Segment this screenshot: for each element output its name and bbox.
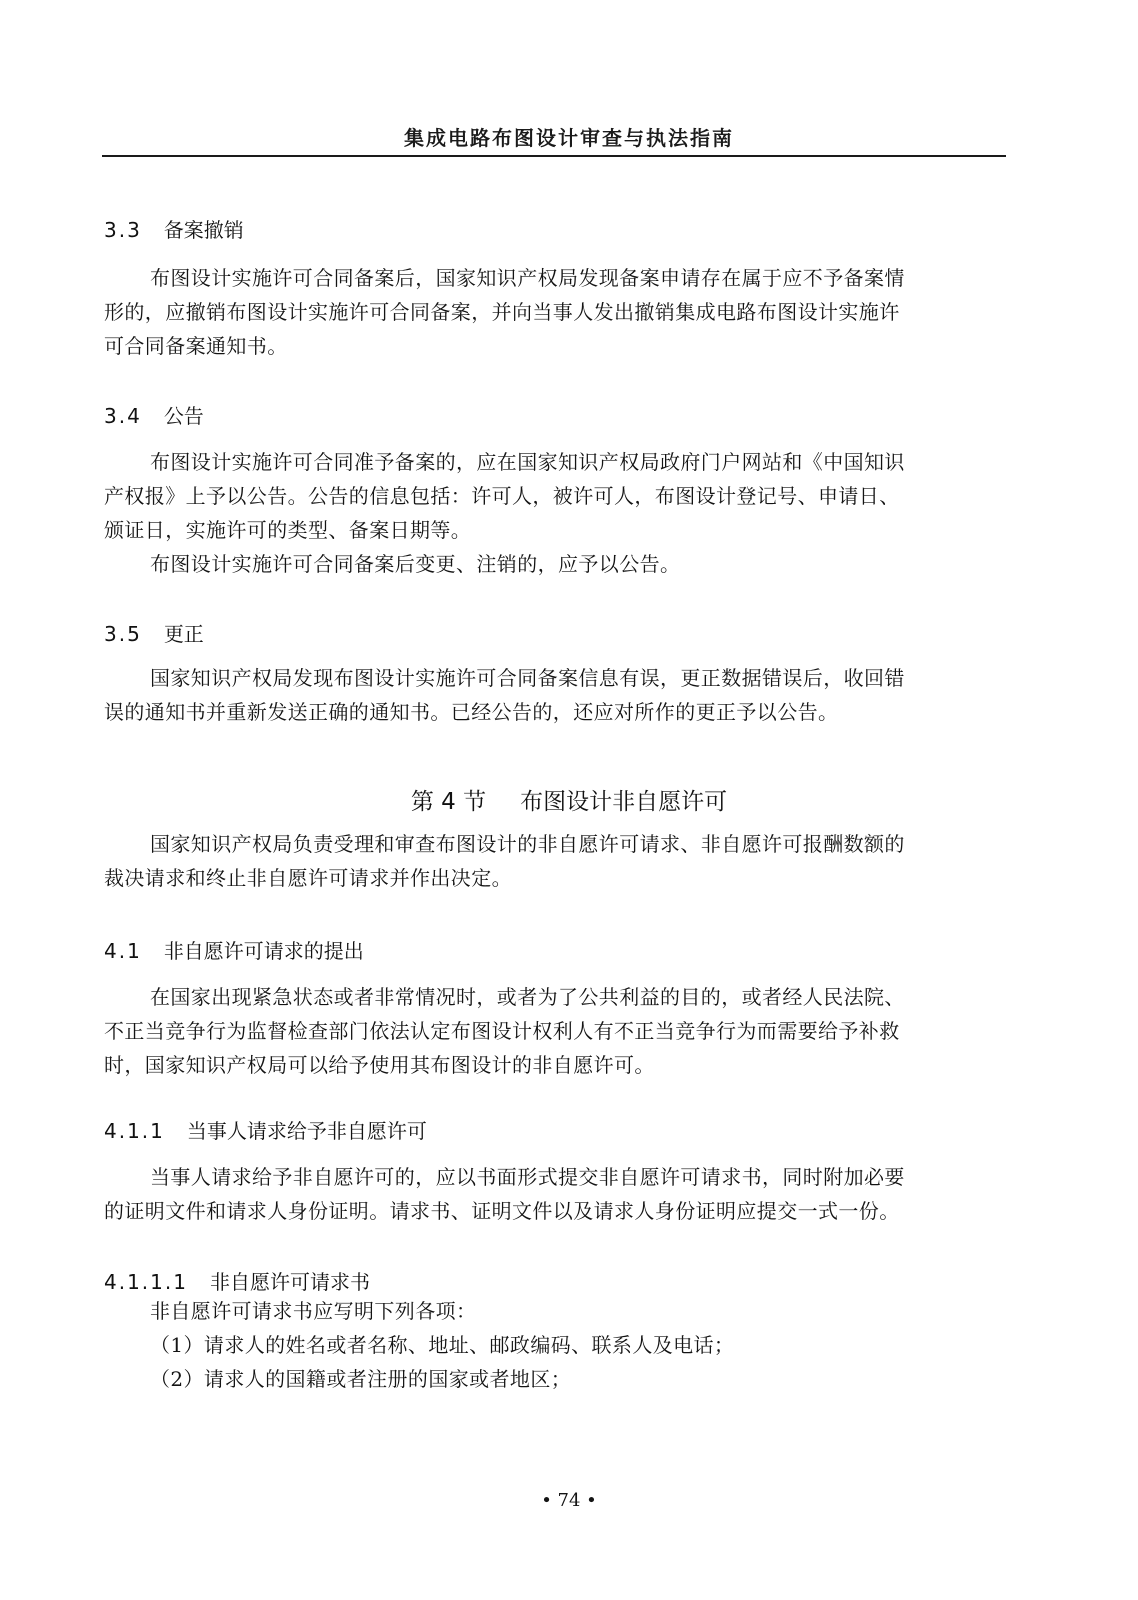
running-header: 集成电路布图设计审查与执法指南 bbox=[404, 126, 734, 150]
paragraph-3-5 bbox=[104, 661, 1004, 729]
heading-4-1-1 bbox=[104, 1115, 427, 1144]
text-line: 可合同备案通知书。 bbox=[104, 334, 288, 358]
heading-3-4 bbox=[104, 400, 204, 429]
heading-title: 非自愿许可请求的提出 bbox=[163, 939, 364, 963]
heading-4-1 bbox=[104, 935, 364, 964]
text-line: 形的，应撤销布图设计实施许可合同备案，并向当事人发出撤销集成电路布图设计实施许 bbox=[104, 300, 900, 324]
paragraph-section-4-intro bbox=[104, 827, 1004, 895]
text-line: 的证明文件和请求人身份证明。请求书、证明文件以及请求人身份证明应提交一式一份。 bbox=[104, 1199, 900, 1223]
paragraph-4-1-1 bbox=[104, 1160, 1004, 1228]
paragraph-3-4 bbox=[104, 445, 1004, 581]
heading-title: 更正 bbox=[163, 622, 204, 646]
text-line: 当事人请求给予非自愿许可的，应以书面形式提交非自愿许可请求书，同时附加必要 bbox=[150, 1165, 905, 1189]
heading-title: 备案撤销 bbox=[163, 218, 244, 242]
text-line: 时，国家知识产权局可以给予使用其布图设计的非自愿许可。 bbox=[104, 1053, 655, 1077]
heading-3-5 bbox=[104, 618, 204, 647]
text-line: 非自愿许可请求书应写明下列各项： bbox=[150, 1299, 477, 1323]
paragraph-3-3 bbox=[104, 261, 1004, 363]
heading-number: 3.4 bbox=[104, 404, 142, 428]
text-line: 布图设计实施许可合同备案后变更、注销的，应予以公告。 bbox=[150, 552, 681, 576]
text-line: 布图设计实施许可合同准予备案的，应在国家知识产权局政府门户网站和《中国知识 bbox=[150, 450, 905, 474]
text-line: 不正当竞争行为监督检查部门依法认定布图设计权利人有不正当竞争行为而需要给予补救 bbox=[104, 1019, 900, 1043]
heading-number: 4.1 bbox=[104, 939, 142, 963]
section-heading: 布图设计非自愿许可 bbox=[520, 789, 728, 815]
heading-number: 4.1.1 bbox=[104, 1119, 165, 1143]
text-line: 国家知识产权局负责受理和审查布图设计的非自愿许可请求、非自愿许可报酬数额的 bbox=[150, 832, 905, 856]
paragraph-4-1-1-1 bbox=[104, 1294, 1004, 1396]
heading-title: 公告 bbox=[163, 404, 204, 428]
text-line: 颁证日，实施许可的类型、备案日期等。 bbox=[104, 518, 472, 542]
text-line: 布图设计实施许可合同备案后，国家知识产权局发现备案申请存在属于应不予备案情 bbox=[150, 266, 905, 290]
heading-number: 3.5 bbox=[104, 622, 142, 646]
text-line: 国家知识产权局发现布图设计实施许可合同备案信息有误，更正数据错误后，收回错 bbox=[150, 666, 905, 690]
text-line: 在国家出现紧急状态或者非常情况时，或者为了公共利益的目的，或者经人民法院、 bbox=[150, 985, 905, 1009]
heading-4-1-1-1 bbox=[104, 1266, 370, 1295]
page-number: • 74 • bbox=[541, 1490, 597, 1511]
header-rule bbox=[102, 155, 1006, 157]
list-item: （2）请求人的国籍或者注册的国家或者地区； bbox=[150, 1367, 572, 1391]
heading-title: 当事人请求给予非自愿许可 bbox=[186, 1119, 427, 1143]
heading-title: 非自愿许可请求书 bbox=[209, 1270, 370, 1294]
section-label: 第 4 节 bbox=[410, 789, 487, 815]
text-line: 误的通知书并重新发送正确的通知书。已经公告的，还应对所作的更正予以公告。 bbox=[104, 700, 839, 724]
paragraph-4-1 bbox=[104, 980, 1004, 1082]
list-item: （1）请求人的姓名或者名称、地址、邮政编码、联系人及电话； bbox=[150, 1333, 735, 1357]
text-line: 产权报》上予以公告。公告的信息包括：许可人，被许可人，布图设计登记号、申请日、 bbox=[104, 484, 900, 508]
heading-3-3 bbox=[104, 214, 244, 243]
text-line: 裁决请求和终止非自愿许可请求并作出决定。 bbox=[104, 866, 512, 890]
section-title bbox=[0, 783, 1138, 816]
heading-number: 4.1.1.1 bbox=[104, 1270, 188, 1294]
heading-number: 3.3 bbox=[104, 218, 142, 242]
